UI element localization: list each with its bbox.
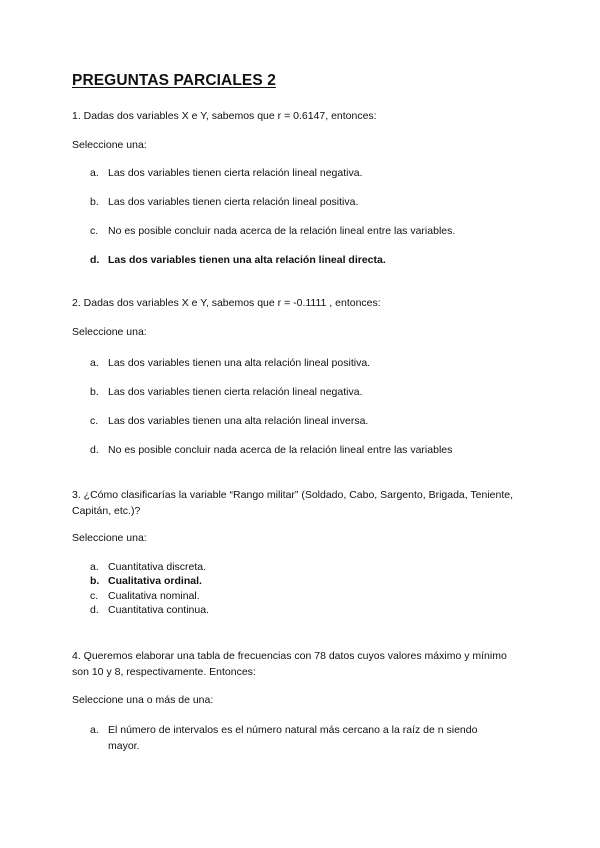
- option-text: Cualitativa nominal.: [108, 590, 200, 602]
- option-letter: d.: [90, 254, 100, 266]
- question-2-prompt: Seleccione una:: [72, 326, 147, 338]
- question-2-text: 2. Dadas dos variables X e Y, sabemos que r = -0.1111 , entonces:: [72, 297, 381, 309]
- option-text: Las dos variables tienen cierta relación lineal negativa.: [108, 386, 363, 398]
- option-letter: a.: [90, 561, 99, 573]
- question-4-text: 4. Queremos elaborar una tabla de frecuencias con 78 datos cuyos valores máximo y mínimo son 10 y 8, respectivamente. Entonces:: [72, 650, 507, 678]
- question-2-option-c[interactable]: [90, 415, 368, 427]
- option-text: Cuantitativa continua.: [108, 604, 209, 616]
- question-2-option-d[interactable]: [90, 444, 452, 456]
- option-letter: c.: [90, 225, 99, 237]
- option-text: No es posible concluir nada acerca de la relación lineal entre las variables.: [108, 225, 456, 237]
- question-2-option-a[interactable]: [90, 357, 370, 369]
- question-3-option-c[interactable]: [90, 590, 200, 602]
- option-text: Las dos variables tienen cierta relación lineal positiva.: [108, 196, 359, 208]
- option-text: El número de intervalos es el número natural más cercano a la raíz de n siendo mayor.: [108, 724, 478, 752]
- option-text: Las dos variables tienen cierta relación lineal negativa.: [108, 167, 363, 179]
- option-text: Las dos variables tienen una alta relación lineal directa.: [108, 254, 386, 266]
- question-3-text: 3. ¿Cómo clasificarías la variable “Rango militar” (Soldado, Cabo, Sargento, Brigada, Teniente, Capitán, etc.)?: [72, 489, 514, 517]
- question-3-prompt: Seleccione una:: [72, 532, 147, 544]
- question-1-text: 1. Dadas dos variables X e Y, sabemos que r = 0.6147, entonces:: [72, 110, 377, 122]
- option-text: Cualitativa ordinal.: [108, 575, 202, 587]
- question-1-option-b[interactable]: [90, 196, 358, 208]
- option-letter: c.: [90, 415, 99, 427]
- option-letter: b.: [90, 575, 100, 587]
- option-letter: a.: [90, 167, 99, 179]
- question-1-prompt: Seleccione una:: [72, 139, 147, 151]
- option-letter: d.: [90, 444, 99, 456]
- option-letter: a.: [90, 357, 99, 369]
- option-letter: c.: [90, 590, 99, 602]
- question-3-option-b-selected[interactable]: [90, 575, 202, 587]
- question-1-option-a[interactable]: [90, 167, 363, 179]
- question-4-option-a[interactable]: [90, 722, 510, 754]
- option-letter: b.: [90, 196, 99, 208]
- question-1-option-c[interactable]: [90, 225, 455, 237]
- question-4-prompt: Seleccione una o más de una:: [72, 694, 214, 706]
- option-text: No es posible concluir nada acerca de la relación lineal entre las variables: [108, 444, 453, 456]
- question-3-option-d[interactable]: [90, 604, 209, 616]
- page-title: PREGUNTAS PARCIALES 2: [72, 72, 276, 89]
- question-2-option-b[interactable]: [90, 386, 363, 398]
- question-3-option-a[interactable]: [90, 561, 206, 573]
- option-letter: d.: [90, 604, 99, 616]
- option-text: Cuantitativa discreta.: [108, 561, 207, 573]
- option-letter: a.: [90, 724, 99, 736]
- option-letter: b.: [90, 386, 99, 398]
- option-text: Las dos variables tienen una alta relación lineal positiva.: [108, 357, 371, 369]
- option-text: Las dos variables tienen una alta relación lineal inversa.: [108, 415, 369, 427]
- question-1-option-d-selected[interactable]: [90, 254, 386, 266]
